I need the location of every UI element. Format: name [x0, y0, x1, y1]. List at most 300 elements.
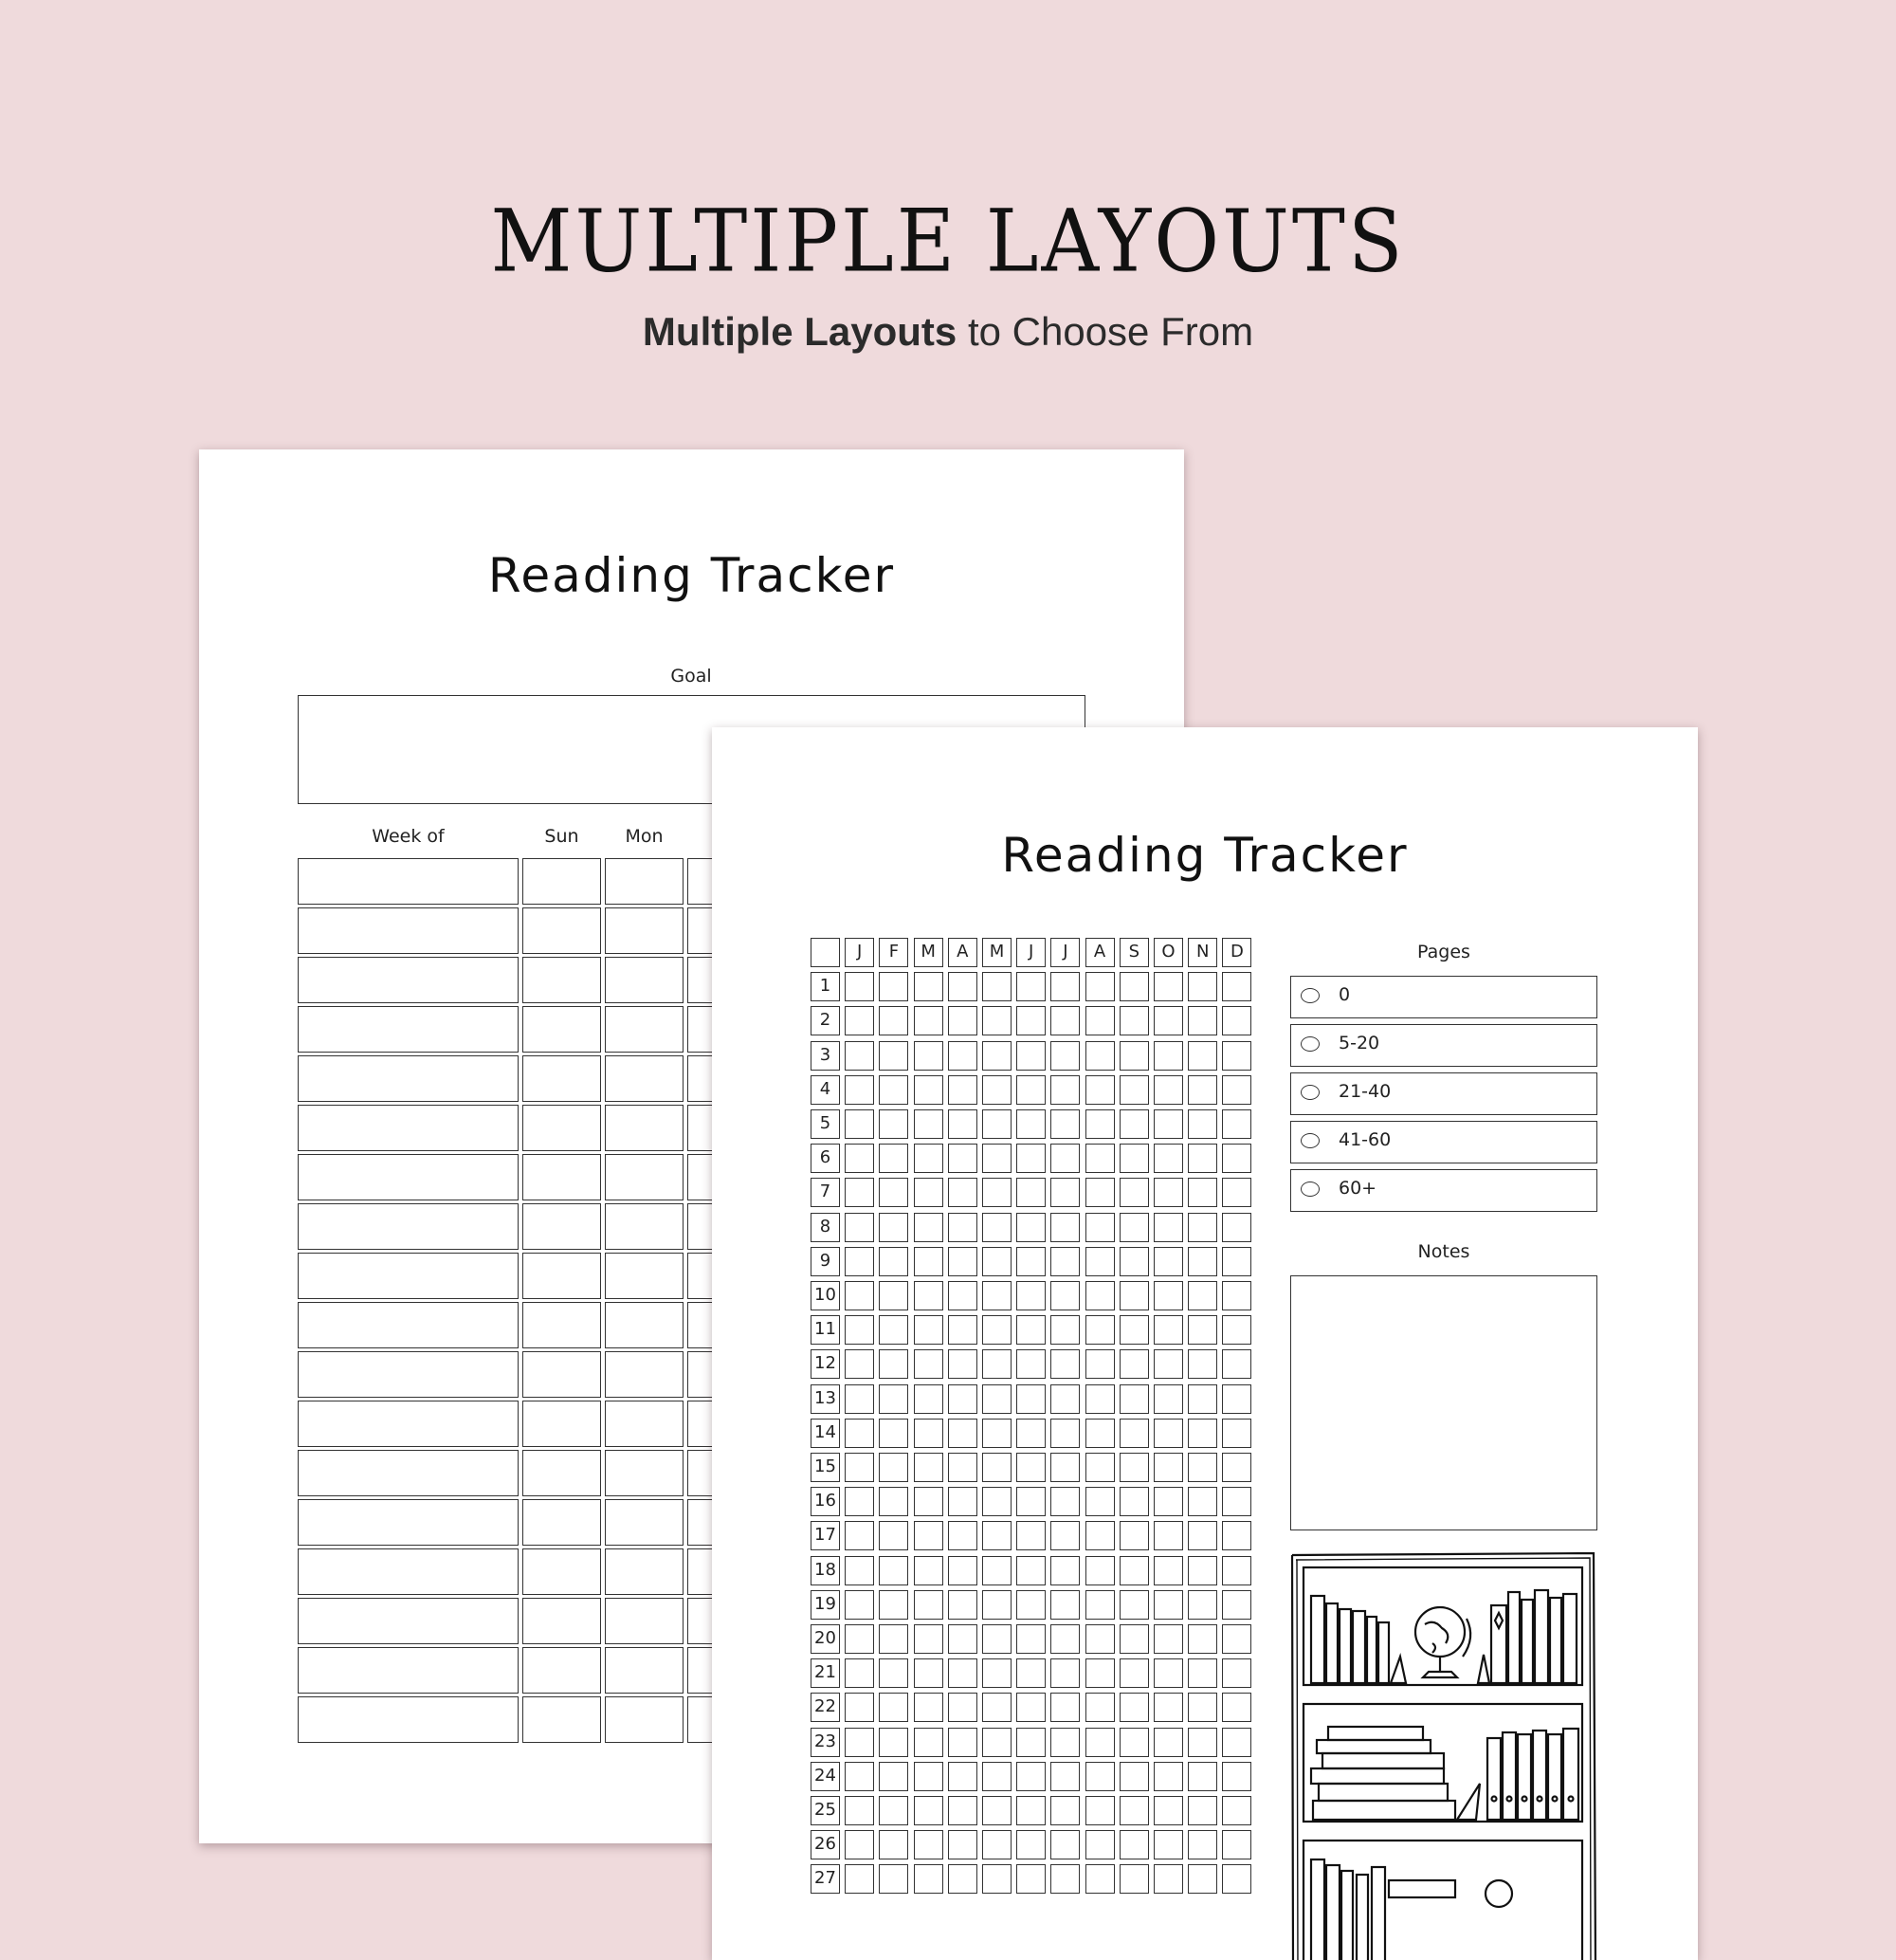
- tracker-cell[interactable]: [1050, 1041, 1080, 1071]
- tracker-cell[interactable]: [1222, 1315, 1251, 1345]
- tracker-cell[interactable]: [1154, 1693, 1183, 1722]
- week-of-cell[interactable]: [298, 1351, 519, 1398]
- tracker-cell[interactable]: [1050, 1830, 1080, 1859]
- tracker-cell[interactable]: [879, 1521, 908, 1550]
- tracker-cell[interactable]: [1222, 1384, 1251, 1414]
- tracker-cell[interactable]: [1154, 1796, 1183, 1825]
- tracker-cell[interactable]: [1154, 1830, 1183, 1859]
- tracker-cell[interactable]: [1050, 1349, 1080, 1379]
- tracker-cell[interactable]: [1016, 1762, 1046, 1791]
- tracker-cell[interactable]: [1120, 1041, 1149, 1071]
- day-cell[interactable]: [522, 1055, 601, 1102]
- tracker-cell[interactable]: [845, 1487, 874, 1516]
- tracker-cell[interactable]: [1120, 1453, 1149, 1482]
- tracker-cell[interactable]: [1120, 1144, 1149, 1173]
- tracker-cell[interactable]: [879, 1041, 908, 1071]
- tracker-cell[interactable]: [982, 1487, 1012, 1516]
- tracker-cell[interactable]: [982, 1144, 1012, 1173]
- tracker-cell[interactable]: [879, 1281, 908, 1310]
- tracker-cell[interactable]: [1050, 1693, 1080, 1722]
- tracker-cell[interactable]: [1188, 1006, 1217, 1035]
- tracker-cell[interactable]: [914, 1521, 943, 1550]
- tracker-cell[interactable]: [1085, 1830, 1115, 1859]
- radio-icon[interactable]: [1301, 1036, 1320, 1052]
- week-of-cell[interactable]: [298, 1450, 519, 1496]
- tracker-cell[interactable]: [914, 1693, 943, 1722]
- tracker-cell[interactable]: [1188, 1213, 1217, 1242]
- tracker-cell[interactable]: [948, 1864, 977, 1894]
- tracker-cell[interactable]: [948, 1144, 977, 1173]
- day-cell[interactable]: [522, 1696, 601, 1743]
- tracker-cell[interactable]: [1016, 1796, 1046, 1825]
- tracker-cell[interactable]: [1085, 1109, 1115, 1139]
- tracker-cell[interactable]: [1016, 1144, 1046, 1173]
- tracker-cell[interactable]: [879, 1830, 908, 1859]
- tracker-cell[interactable]: [1222, 1178, 1251, 1207]
- tracker-cell[interactable]: [1120, 1693, 1149, 1722]
- week-of-cell[interactable]: [298, 1696, 519, 1743]
- tracker-cell[interactable]: [1085, 1006, 1115, 1035]
- tracker-cell[interactable]: [845, 1384, 874, 1414]
- tracker-cell[interactable]: [1050, 1006, 1080, 1035]
- week-of-cell[interactable]: [298, 1055, 519, 1102]
- tracker-cell[interactable]: [914, 1864, 943, 1894]
- tracker-cell[interactable]: [1154, 1315, 1183, 1345]
- day-cell[interactable]: [605, 1598, 684, 1644]
- tracker-cell[interactable]: [1050, 1658, 1080, 1688]
- pages-option[interactable]: [1290, 1121, 1597, 1163]
- tracker-cell[interactable]: [1085, 1075, 1115, 1105]
- tracker-cell[interactable]: [1050, 1796, 1080, 1825]
- tracker-cell[interactable]: [1120, 972, 1149, 1001]
- tracker-cell[interactable]: [1154, 1006, 1183, 1035]
- tracker-cell[interactable]: [948, 1658, 977, 1688]
- tracker-cell[interactable]: [845, 1006, 874, 1035]
- tracker-cell[interactable]: [914, 1453, 943, 1482]
- tracker-cell[interactable]: [1222, 1075, 1251, 1105]
- pages-option[interactable]: [1290, 1024, 1597, 1067]
- tracker-cell[interactable]: [914, 1213, 943, 1242]
- tracker-cell[interactable]: [845, 1590, 874, 1620]
- tracker-cell[interactable]: [948, 1178, 977, 1207]
- tracker-cell[interactable]: [1016, 1556, 1046, 1585]
- tracker-cell[interactable]: [982, 1041, 1012, 1071]
- tracker-cell[interactable]: [1120, 1590, 1149, 1620]
- tracker-cell[interactable]: [1085, 1624, 1115, 1654]
- tracker-cell[interactable]: [1016, 1590, 1046, 1620]
- radio-icon[interactable]: [1301, 1133, 1320, 1148]
- tracker-cell[interactable]: [1120, 1830, 1149, 1859]
- tracker-cell[interactable]: [982, 972, 1012, 1001]
- tracker-cell[interactable]: [1120, 1762, 1149, 1791]
- tracker-cell[interactable]: [845, 1041, 874, 1071]
- tracker-cell[interactable]: [1188, 1796, 1217, 1825]
- week-of-cell[interactable]: [298, 1647, 519, 1694]
- tracker-cell[interactable]: [1050, 1762, 1080, 1791]
- tracker-cell[interactable]: [948, 1830, 977, 1859]
- tracker-cell[interactable]: [948, 1109, 977, 1139]
- tracker-cell[interactable]: [845, 1144, 874, 1173]
- tracker-cell[interactable]: [879, 1006, 908, 1035]
- tracker-cell[interactable]: [845, 1075, 874, 1105]
- tracker-cell[interactable]: [914, 1624, 943, 1654]
- tracker-cell[interactable]: [914, 972, 943, 1001]
- tracker-cell[interactable]: [1120, 1109, 1149, 1139]
- tracker-cell[interactable]: [1050, 1864, 1080, 1894]
- tracker-cell[interactable]: [1222, 1349, 1251, 1379]
- tracker-cell[interactable]: [948, 1349, 977, 1379]
- tracker-cell[interactable]: [1222, 1247, 1251, 1276]
- pages-option[interactable]: [1290, 1072, 1597, 1115]
- tracker-cell[interactable]: [879, 1384, 908, 1414]
- tracker-cell[interactable]: [879, 1349, 908, 1379]
- day-cell[interactable]: [522, 1450, 601, 1496]
- tracker-cell[interactable]: [1154, 1349, 1183, 1379]
- tracker-cell[interactable]: [914, 1796, 943, 1825]
- tracker-cell[interactable]: [845, 1213, 874, 1242]
- tracker-cell[interactable]: [982, 1006, 1012, 1035]
- tracker-cell[interactable]: [914, 1041, 943, 1071]
- tracker-cell[interactable]: [1016, 1349, 1046, 1379]
- tracker-cell[interactable]: [1050, 1213, 1080, 1242]
- radio-icon[interactable]: [1301, 988, 1320, 1003]
- tracker-cell[interactable]: [1188, 1693, 1217, 1722]
- day-cell[interactable]: [605, 1696, 684, 1743]
- tracker-cell[interactable]: [1222, 1693, 1251, 1722]
- tracker-cell[interactable]: [1016, 1213, 1046, 1242]
- tracker-cell[interactable]: [1085, 1213, 1115, 1242]
- tracker-cell[interactable]: [914, 1349, 943, 1379]
- day-cell[interactable]: [605, 1401, 684, 1447]
- tracker-cell[interactable]: [1188, 1315, 1217, 1345]
- tracker-cell[interactable]: [1016, 1830, 1046, 1859]
- day-cell[interactable]: [605, 1499, 684, 1546]
- day-cell[interactable]: [605, 1253, 684, 1299]
- tracker-cell[interactable]: [1154, 1624, 1183, 1654]
- tracker-cell[interactable]: [1188, 1109, 1217, 1139]
- tracker-cell[interactable]: [879, 1658, 908, 1688]
- tracker-cell[interactable]: [845, 1556, 874, 1585]
- tracker-cell[interactable]: [1016, 1075, 1046, 1105]
- tracker-cell[interactable]: [982, 1864, 1012, 1894]
- week-of-cell[interactable]: [298, 1154, 519, 1200]
- week-of-cell[interactable]: [298, 1548, 519, 1595]
- tracker-cell[interactable]: [1222, 1453, 1251, 1482]
- day-cell[interactable]: [522, 1302, 601, 1348]
- tracker-cell[interactable]: [1154, 1728, 1183, 1757]
- tracker-cell[interactable]: [982, 1762, 1012, 1791]
- tracker-cell[interactable]: [948, 1213, 977, 1242]
- tracker-cell[interactable]: [914, 1830, 943, 1859]
- tracker-cell[interactable]: [845, 1315, 874, 1345]
- tracker-cell[interactable]: [845, 1109, 874, 1139]
- tracker-cell[interactable]: [948, 1281, 977, 1310]
- tracker-cell[interactable]: [1016, 1178, 1046, 1207]
- day-cell[interactable]: [522, 1499, 601, 1546]
- tracker-cell[interactable]: [1016, 1864, 1046, 1894]
- tracker-cell[interactable]: [1050, 1178, 1080, 1207]
- tracker-cell[interactable]: [1222, 1624, 1251, 1654]
- tracker-cell[interactable]: [982, 1075, 1012, 1105]
- tracker-cell[interactable]: [845, 1247, 874, 1276]
- tracker-cell[interactable]: [982, 1590, 1012, 1620]
- tracker-cell[interactable]: [845, 1453, 874, 1482]
- tracker-cell[interactable]: [1085, 1349, 1115, 1379]
- tracker-cell[interactable]: [1154, 1281, 1183, 1310]
- tracker-cell[interactable]: [1188, 1590, 1217, 1620]
- tracker-cell[interactable]: [914, 1658, 943, 1688]
- tracker-cell[interactable]: [914, 1762, 943, 1791]
- tracker-cell[interactable]: [879, 1247, 908, 1276]
- tracker-cell[interactable]: [948, 1521, 977, 1550]
- tracker-cell[interactable]: [845, 1864, 874, 1894]
- tracker-cell[interactable]: [1154, 1590, 1183, 1620]
- tracker-cell[interactable]: [879, 1796, 908, 1825]
- tracker-cell[interactable]: [879, 1144, 908, 1173]
- tracker-cell[interactable]: [879, 1590, 908, 1620]
- tracker-cell[interactable]: [1085, 1144, 1115, 1173]
- tracker-cell[interactable]: [1120, 1419, 1149, 1448]
- tracker-cell[interactable]: [914, 1144, 943, 1173]
- tracker-cell[interactable]: [845, 1796, 874, 1825]
- tracker-cell[interactable]: [1120, 1281, 1149, 1310]
- tracker-cell[interactable]: [1085, 1281, 1115, 1310]
- week-of-cell[interactable]: [298, 858, 519, 905]
- tracker-cell[interactable]: [1188, 1658, 1217, 1688]
- tracker-cell[interactable]: [948, 1006, 977, 1035]
- tracker-cell[interactable]: [1016, 1419, 1046, 1448]
- tracker-cell[interactable]: [1154, 1178, 1183, 1207]
- tracker-cell[interactable]: [948, 1419, 977, 1448]
- tracker-cell[interactable]: [948, 1075, 977, 1105]
- tracker-cell[interactable]: [845, 1624, 874, 1654]
- tracker-cell[interactable]: [1050, 1109, 1080, 1139]
- tracker-cell[interactable]: [982, 1384, 1012, 1414]
- tracker-cell[interactable]: [1085, 1728, 1115, 1757]
- tracker-cell[interactable]: [1222, 1144, 1251, 1173]
- tracker-cell[interactable]: [845, 972, 874, 1001]
- tracker-cell[interactable]: [1016, 1453, 1046, 1482]
- tracker-cell[interactable]: [1222, 972, 1251, 1001]
- tracker-cell[interactable]: [914, 1419, 943, 1448]
- tracker-cell[interactable]: [1154, 1658, 1183, 1688]
- tracker-cell[interactable]: [1188, 1624, 1217, 1654]
- week-of-cell[interactable]: [298, 1302, 519, 1348]
- tracker-cell[interactable]: [1154, 1453, 1183, 1482]
- tracker-cell[interactable]: [1016, 1728, 1046, 1757]
- tracker-cell[interactable]: [1016, 972, 1046, 1001]
- tracker-cell[interactable]: [1154, 1109, 1183, 1139]
- tracker-cell[interactable]: [982, 1830, 1012, 1859]
- tracker-cell[interactable]: [1016, 1315, 1046, 1345]
- tracker-cell[interactable]: [879, 1315, 908, 1345]
- tracker-cell[interactable]: [879, 1453, 908, 1482]
- tracker-cell[interactable]: [1188, 1075, 1217, 1105]
- tracker-cell[interactable]: [1050, 1453, 1080, 1482]
- tracker-cell[interactable]: [1050, 1075, 1080, 1105]
- tracker-cell[interactable]: [1188, 1041, 1217, 1071]
- pages-option[interactable]: [1290, 1169, 1597, 1212]
- week-of-cell[interactable]: [298, 1253, 519, 1299]
- day-cell[interactable]: [605, 1302, 684, 1348]
- tracker-cell[interactable]: [879, 1728, 908, 1757]
- tracker-cell[interactable]: [1016, 1041, 1046, 1071]
- tracker-cell[interactable]: [914, 1075, 943, 1105]
- tracker-cell[interactable]: [914, 1109, 943, 1139]
- tracker-cell[interactable]: [1085, 1796, 1115, 1825]
- tracker-cell[interactable]: [1050, 1521, 1080, 1550]
- tracker-cell[interactable]: [982, 1247, 1012, 1276]
- tracker-cell[interactable]: [914, 1556, 943, 1585]
- tracker-cell[interactable]: [1154, 1075, 1183, 1105]
- day-cell[interactable]: [522, 907, 601, 954]
- tracker-cell[interactable]: [1188, 1830, 1217, 1859]
- day-cell[interactable]: [605, 1055, 684, 1102]
- day-cell[interactable]: [605, 1105, 684, 1151]
- tracker-cell[interactable]: [1016, 1693, 1046, 1722]
- tracker-cell[interactable]: [879, 1864, 908, 1894]
- day-cell[interactable]: [605, 1203, 684, 1250]
- tracker-cell[interactable]: [879, 1693, 908, 1722]
- tracker-cell[interactable]: [879, 1624, 908, 1654]
- tracker-cell[interactable]: [914, 1384, 943, 1414]
- tracker-cell[interactable]: [1188, 1762, 1217, 1791]
- tracker-cell[interactable]: [1222, 1728, 1251, 1757]
- day-cell[interactable]: [522, 1203, 601, 1250]
- tracker-cell[interactable]: [1016, 1658, 1046, 1688]
- pages-option[interactable]: [1290, 976, 1597, 1018]
- tracker-cell[interactable]: [1085, 1556, 1115, 1585]
- tracker-cell[interactable]: [1188, 1487, 1217, 1516]
- tracker-cell[interactable]: [1016, 1281, 1046, 1310]
- tracker-cell[interactable]: [948, 1728, 977, 1757]
- tracker-cell[interactable]: [1120, 1624, 1149, 1654]
- tracker-cell[interactable]: [1085, 1693, 1115, 1722]
- tracker-cell[interactable]: [1050, 1144, 1080, 1173]
- tracker-cell[interactable]: [1085, 1247, 1115, 1276]
- day-cell[interactable]: [522, 1351, 601, 1398]
- notes-box[interactable]: [1290, 1275, 1597, 1530]
- tracker-cell[interactable]: [879, 1419, 908, 1448]
- day-cell[interactable]: [605, 1548, 684, 1595]
- tracker-cell[interactable]: [1085, 1315, 1115, 1345]
- tracker-cell[interactable]: [948, 1556, 977, 1585]
- tracker-cell[interactable]: [982, 1213, 1012, 1242]
- tracker-cell[interactable]: [845, 1178, 874, 1207]
- tracker-cell[interactable]: [1222, 1041, 1251, 1071]
- tracker-cell[interactable]: [948, 1762, 977, 1791]
- week-of-cell[interactable]: [298, 1598, 519, 1644]
- tracker-cell[interactable]: [1016, 1521, 1046, 1550]
- day-cell[interactable]: [605, 957, 684, 1003]
- tracker-cell[interactable]: [1188, 1419, 1217, 1448]
- day-cell[interactable]: [522, 1253, 601, 1299]
- tracker-cell[interactable]: [1154, 1864, 1183, 1894]
- tracker-cell[interactable]: [1085, 1864, 1115, 1894]
- tracker-cell[interactable]: [1050, 972, 1080, 1001]
- week-of-cell[interactable]: [298, 1006, 519, 1053]
- tracker-cell[interactable]: [845, 1281, 874, 1310]
- tracker-cell[interactable]: [1085, 1521, 1115, 1550]
- tracker-cell[interactable]: [1085, 1590, 1115, 1620]
- tracker-cell[interactable]: [1154, 1556, 1183, 1585]
- tracker-cell[interactable]: [845, 1419, 874, 1448]
- tracker-cell[interactable]: [1222, 1521, 1251, 1550]
- tracker-cell[interactable]: [914, 1006, 943, 1035]
- tracker-cell[interactable]: [1120, 1487, 1149, 1516]
- tracker-cell[interactable]: [1050, 1728, 1080, 1757]
- tracker-cell[interactable]: [1050, 1487, 1080, 1516]
- day-cell[interactable]: [605, 1351, 684, 1398]
- tracker-cell[interactable]: [1120, 1521, 1149, 1550]
- tracker-cell[interactable]: [948, 1384, 977, 1414]
- tracker-cell[interactable]: [1120, 1556, 1149, 1585]
- day-cell[interactable]: [522, 1154, 601, 1200]
- tracker-cell[interactable]: [845, 1830, 874, 1859]
- tracker-cell[interactable]: [1120, 1247, 1149, 1276]
- tracker-cell[interactable]: [948, 1453, 977, 1482]
- tracker-cell[interactable]: [982, 1453, 1012, 1482]
- tracker-cell[interactable]: [982, 1521, 1012, 1550]
- day-cell[interactable]: [605, 1154, 684, 1200]
- day-cell[interactable]: [605, 907, 684, 954]
- tracker-cell[interactable]: [914, 1247, 943, 1276]
- tracker-cell[interactable]: [1188, 1453, 1217, 1482]
- tracker-cell[interactable]: [1154, 1144, 1183, 1173]
- tracker-cell[interactable]: [982, 1556, 1012, 1585]
- tracker-cell[interactable]: [879, 1556, 908, 1585]
- tracker-cell[interactable]: [982, 1419, 1012, 1448]
- tracker-cell[interactable]: [1050, 1281, 1080, 1310]
- tracker-cell[interactable]: [1188, 1556, 1217, 1585]
- tracker-cell[interactable]: [982, 1624, 1012, 1654]
- tracker-cell[interactable]: [1222, 1796, 1251, 1825]
- tracker-cell[interactable]: [914, 1728, 943, 1757]
- week-of-cell[interactable]: [298, 1105, 519, 1151]
- tracker-cell[interactable]: [879, 1178, 908, 1207]
- tracker-cell[interactable]: [1120, 1384, 1149, 1414]
- tracker-cell[interactable]: [1085, 1384, 1115, 1414]
- day-cell[interactable]: [605, 1450, 684, 1496]
- tracker-cell[interactable]: [1188, 1728, 1217, 1757]
- tracker-cell[interactable]: [879, 1487, 908, 1516]
- tracker-cell[interactable]: [982, 1658, 1012, 1688]
- tracker-cell[interactable]: [1016, 1109, 1046, 1139]
- day-cell[interactable]: [522, 1006, 601, 1053]
- tracker-cell[interactable]: [1120, 1006, 1149, 1035]
- tracker-cell[interactable]: [914, 1487, 943, 1516]
- tracker-cell[interactable]: [845, 1728, 874, 1757]
- tracker-cell[interactable]: [914, 1590, 943, 1620]
- tracker-cell[interactable]: [1050, 1556, 1080, 1585]
- tracker-cell[interactable]: [1154, 1213, 1183, 1242]
- tracker-cell[interactable]: [1222, 1762, 1251, 1791]
- tracker-cell[interactable]: [948, 1796, 977, 1825]
- tracker-cell[interactable]: [1188, 1247, 1217, 1276]
- tracker-cell[interactable]: [1222, 1213, 1251, 1242]
- tracker-cell[interactable]: [982, 1315, 1012, 1345]
- tracker-cell[interactable]: [1016, 1384, 1046, 1414]
- tracker-cell[interactable]: [948, 972, 977, 1001]
- tracker-cell[interactable]: [1222, 1419, 1251, 1448]
- tracker-cell[interactable]: [1016, 1006, 1046, 1035]
- tracker-cell[interactable]: [1016, 1247, 1046, 1276]
- tracker-cell[interactable]: [948, 1487, 977, 1516]
- tracker-cell[interactable]: [1188, 1864, 1217, 1894]
- radio-icon[interactable]: [1301, 1181, 1320, 1197]
- tracker-cell[interactable]: [948, 1041, 977, 1071]
- tracker-cell[interactable]: [1222, 1109, 1251, 1139]
